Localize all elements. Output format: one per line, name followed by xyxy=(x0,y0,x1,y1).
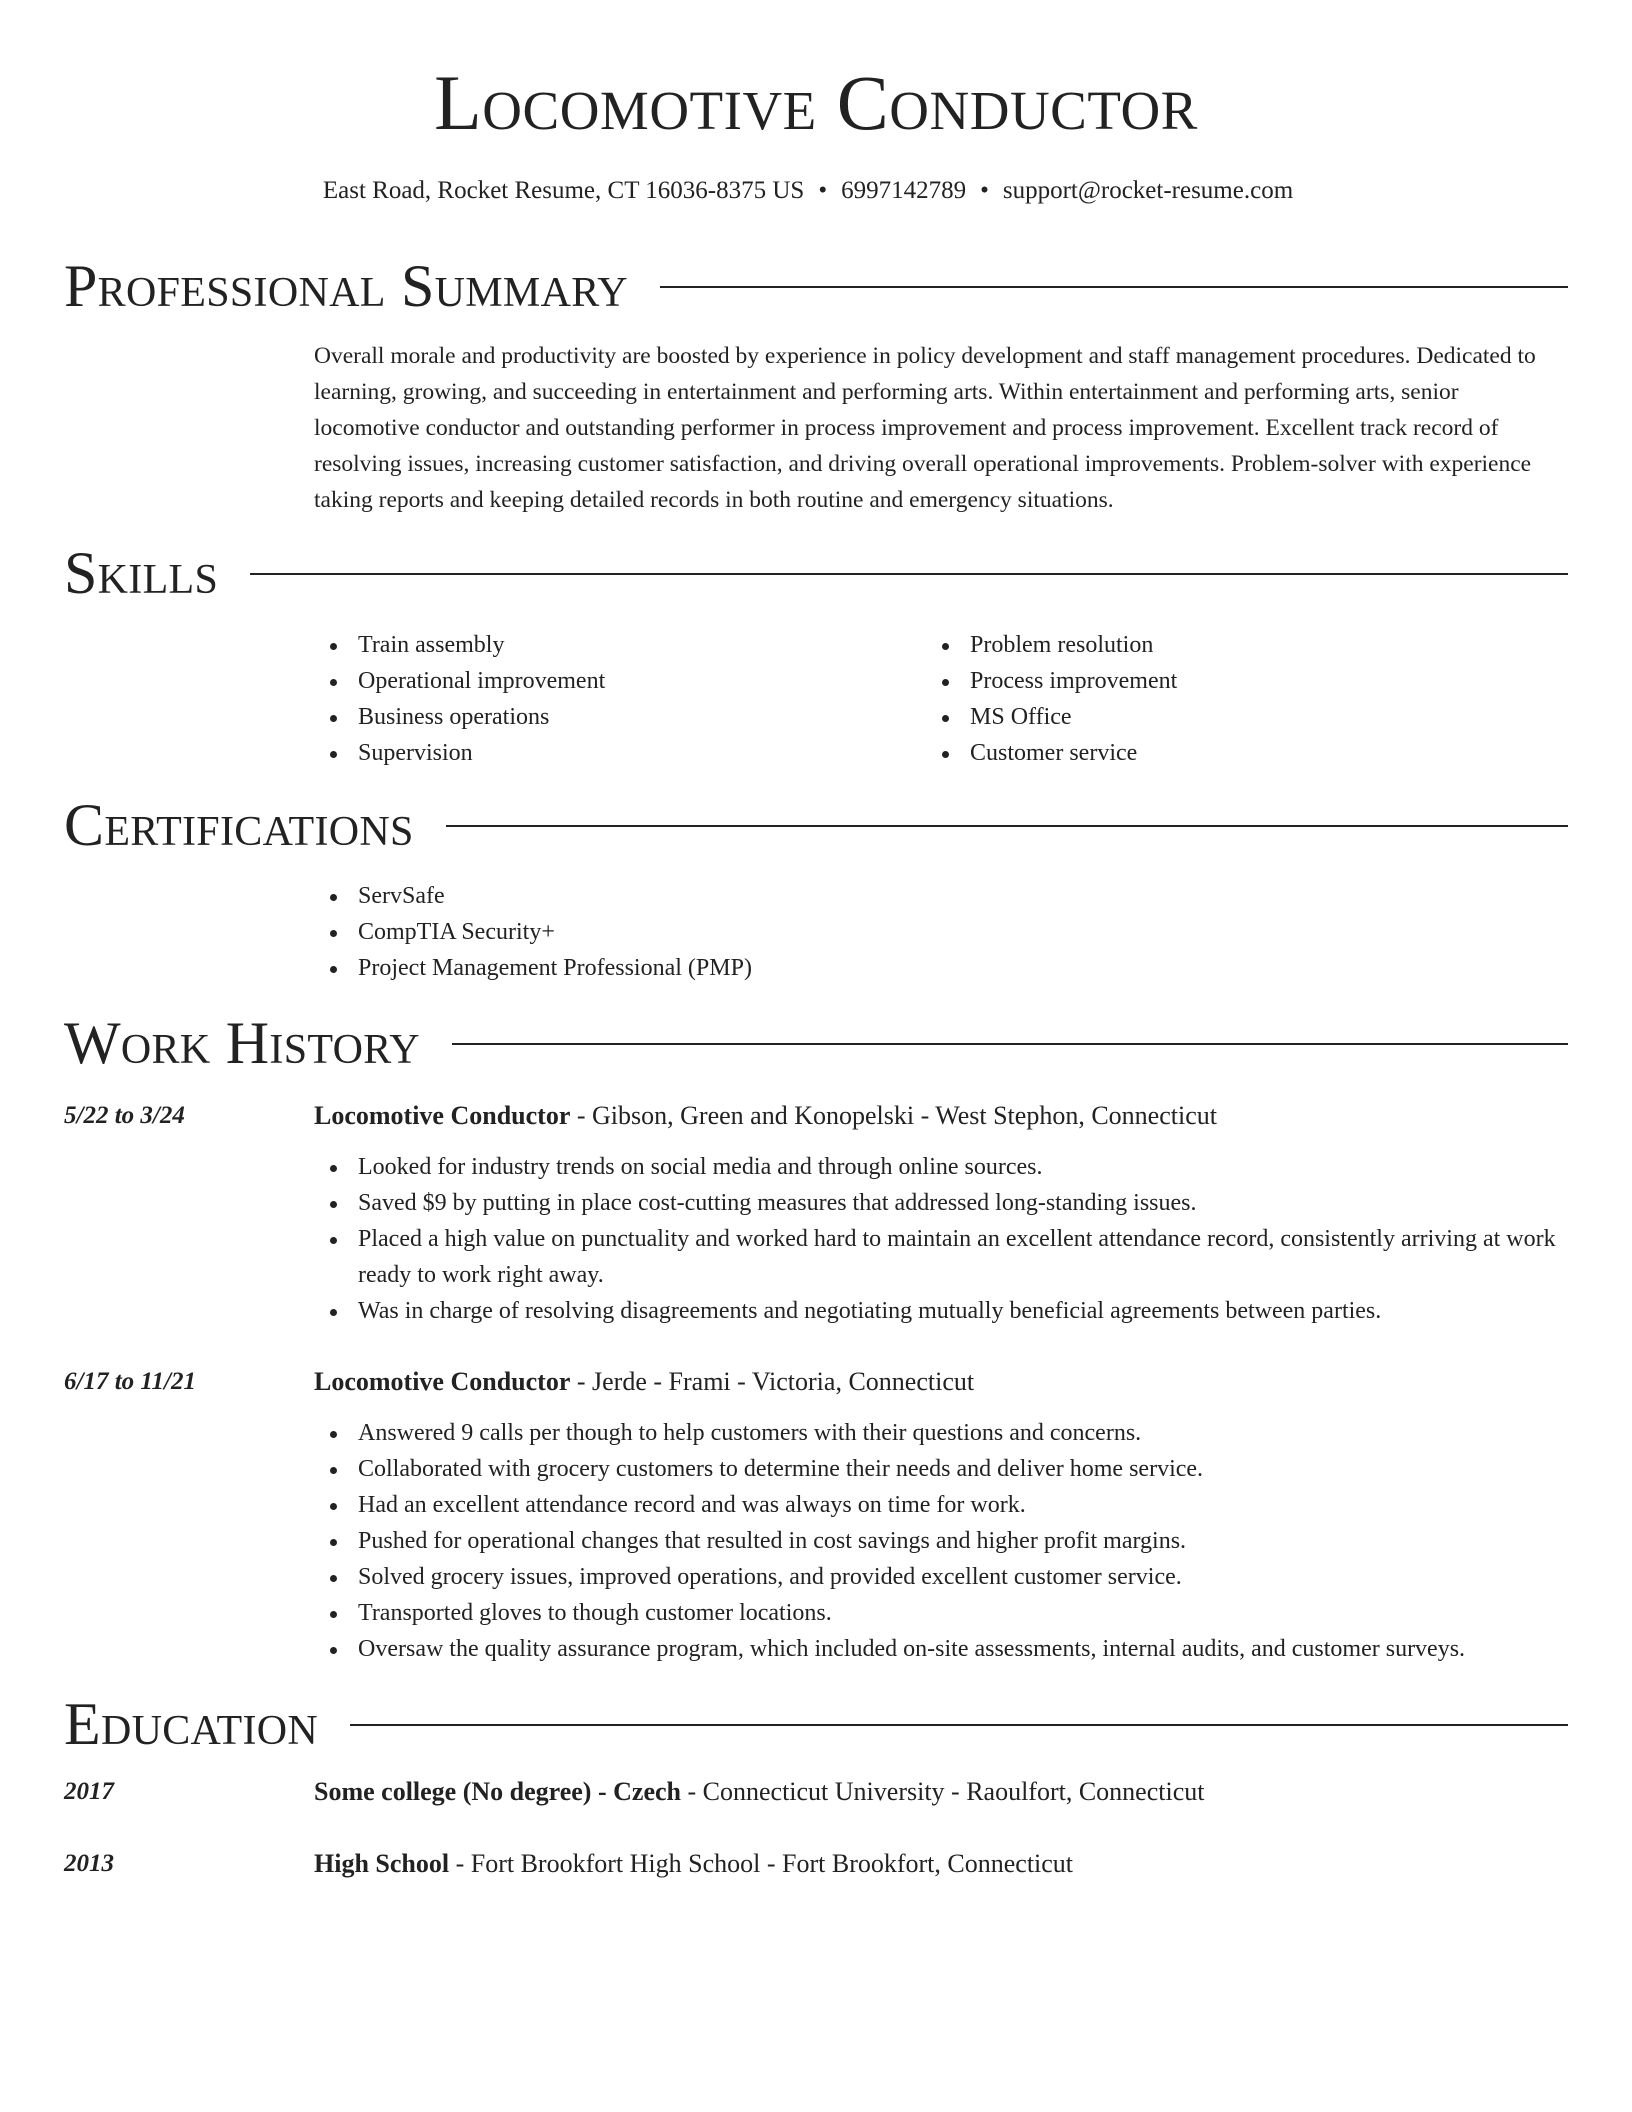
skill-item: Train assembly xyxy=(314,627,874,663)
education-entry xyxy=(314,1774,1566,1810)
job-duty: Answered 9 calls per though to help customers with their questions and concerns. xyxy=(314,1415,1566,1451)
education-degree: Some college (No degree) - Czech xyxy=(314,1777,681,1806)
skill-item: Problem resolution xyxy=(926,627,1566,663)
job-duty: Looked for industry trends on social media and through online sources. xyxy=(314,1149,1566,1185)
skill-item: Business operations xyxy=(314,699,874,735)
skill-item: Supervision xyxy=(314,735,874,771)
contact-email: support@rocket-resume.com xyxy=(1002,177,1294,204)
education-heading: Education xyxy=(64,1691,319,1757)
education-year: 2013 xyxy=(64,1850,114,1877)
certifications-section-header xyxy=(64,790,1568,860)
job-employer-location: - Jerde - Frami - Victoria, Connecticut xyxy=(570,1367,975,1396)
skill-item: Customer service xyxy=(926,735,1566,771)
certification-item: Project Management Professional (PMP) xyxy=(314,950,1566,986)
section-divider xyxy=(250,573,1568,575)
certifications-list xyxy=(314,878,1566,986)
candidate-name: Locomotive Conductor xyxy=(434,59,1198,146)
skill-item: MS Office xyxy=(926,699,1566,735)
job-duties-list xyxy=(314,1149,1566,1329)
contact-separator: • xyxy=(980,177,989,204)
job-duty: Had an excellent attendance record and was always on time for work. xyxy=(314,1487,1566,1523)
job-duty: Placed a high value on punctuality and worked hard to maintain an excellent attendance record, consistently arriving at work ready to work right away. xyxy=(314,1221,1566,1293)
certification-item: ServSafe xyxy=(314,878,1566,914)
job-title-line xyxy=(314,1098,1566,1134)
education-degree: High School xyxy=(314,1849,450,1878)
education-section-header xyxy=(64,1689,1568,1759)
job-duty: Pushed for operational changes that resulted in cost savings and higher profit margins. xyxy=(314,1523,1566,1559)
work-history-section-header xyxy=(64,1008,1568,1078)
summary-section-header xyxy=(64,251,1568,321)
contact-separator: • xyxy=(818,177,828,204)
job-employer-location: - Gibson, Green and Konopelski - West Stephon, Connecticut xyxy=(570,1101,1217,1130)
work-history-heading: Work History xyxy=(64,1010,420,1076)
section-divider xyxy=(446,825,1568,827)
job-duties-list xyxy=(314,1415,1566,1667)
contact-line xyxy=(0,174,1616,208)
skills-list-left xyxy=(314,627,874,771)
certifications-heading: Certifications xyxy=(64,792,414,858)
job-title-line xyxy=(314,1364,1566,1400)
job-duty: Saved $9 by putting in place cost-cutting measures that addressed long-standing issues. xyxy=(314,1185,1566,1221)
skills-heading: Skills xyxy=(64,540,219,606)
education-year: 2017 xyxy=(64,1778,114,1805)
job-dates: 5/22 to 3/24 xyxy=(64,1102,185,1129)
job-duty: Transported gloves to though customer locations. xyxy=(314,1595,1566,1631)
job-duty: Solved grocery issues, improved operations, and provided excellent customer service. xyxy=(314,1559,1566,1595)
section-divider xyxy=(350,1724,1568,1726)
education-school-location: - Connecticut University - Raoulfort, Connecticut xyxy=(680,1777,1205,1806)
job-title: Locomotive Conductor xyxy=(314,1367,571,1396)
job-duty: Oversaw the quality assurance program, which included on-site assessments, internal audits, and customer surveys. xyxy=(314,1631,1566,1667)
skill-item: Operational improvement xyxy=(314,663,874,699)
summary-text: Overall morale and productivity are boosted by experience in policy development and staff management procedures. Dedicated to learning, growing, and succeeding in entertainment and performing arts. Within entertainment and performing arts, senior locomotive conductor and outstanding performer in process improvement and process improvement. Excellent track record of resolving issues, increasing customer satisfaction, and driving overall operational improvements. Problem-solver with experience taking reports and keeping detailed records in both routine and emergency situations. xyxy=(314,343,1536,513)
contact-address: East Road, Rocket Resume, CT 16036-8375 US xyxy=(322,177,805,204)
education-school-location: - Fort Brookfort High School - Fort Brookfort, Connecticut xyxy=(449,1849,1074,1878)
section-divider xyxy=(660,286,1568,288)
job-title: Locomotive Conductor xyxy=(314,1101,571,1130)
certification-item: CompTIA Security+ xyxy=(314,914,1566,950)
skills-section-header xyxy=(64,538,1568,608)
education-entry xyxy=(314,1846,1566,1882)
job-duty: Was in charge of resolving disagreements and negotiating mutually beneficial agreements between parties. xyxy=(314,1293,1566,1329)
job-dates: 6/17 to 11/21 xyxy=(64,1368,196,1395)
job-duty: Collaborated with grocery customers to determine their needs and deliver home service. xyxy=(314,1451,1566,1487)
summary-heading: Professional Summary xyxy=(64,253,628,319)
contact-phone: 6997142789 xyxy=(841,177,967,204)
skill-item: Process improvement xyxy=(926,663,1566,699)
section-divider xyxy=(452,1043,1568,1045)
skills-list-right xyxy=(926,627,1566,771)
